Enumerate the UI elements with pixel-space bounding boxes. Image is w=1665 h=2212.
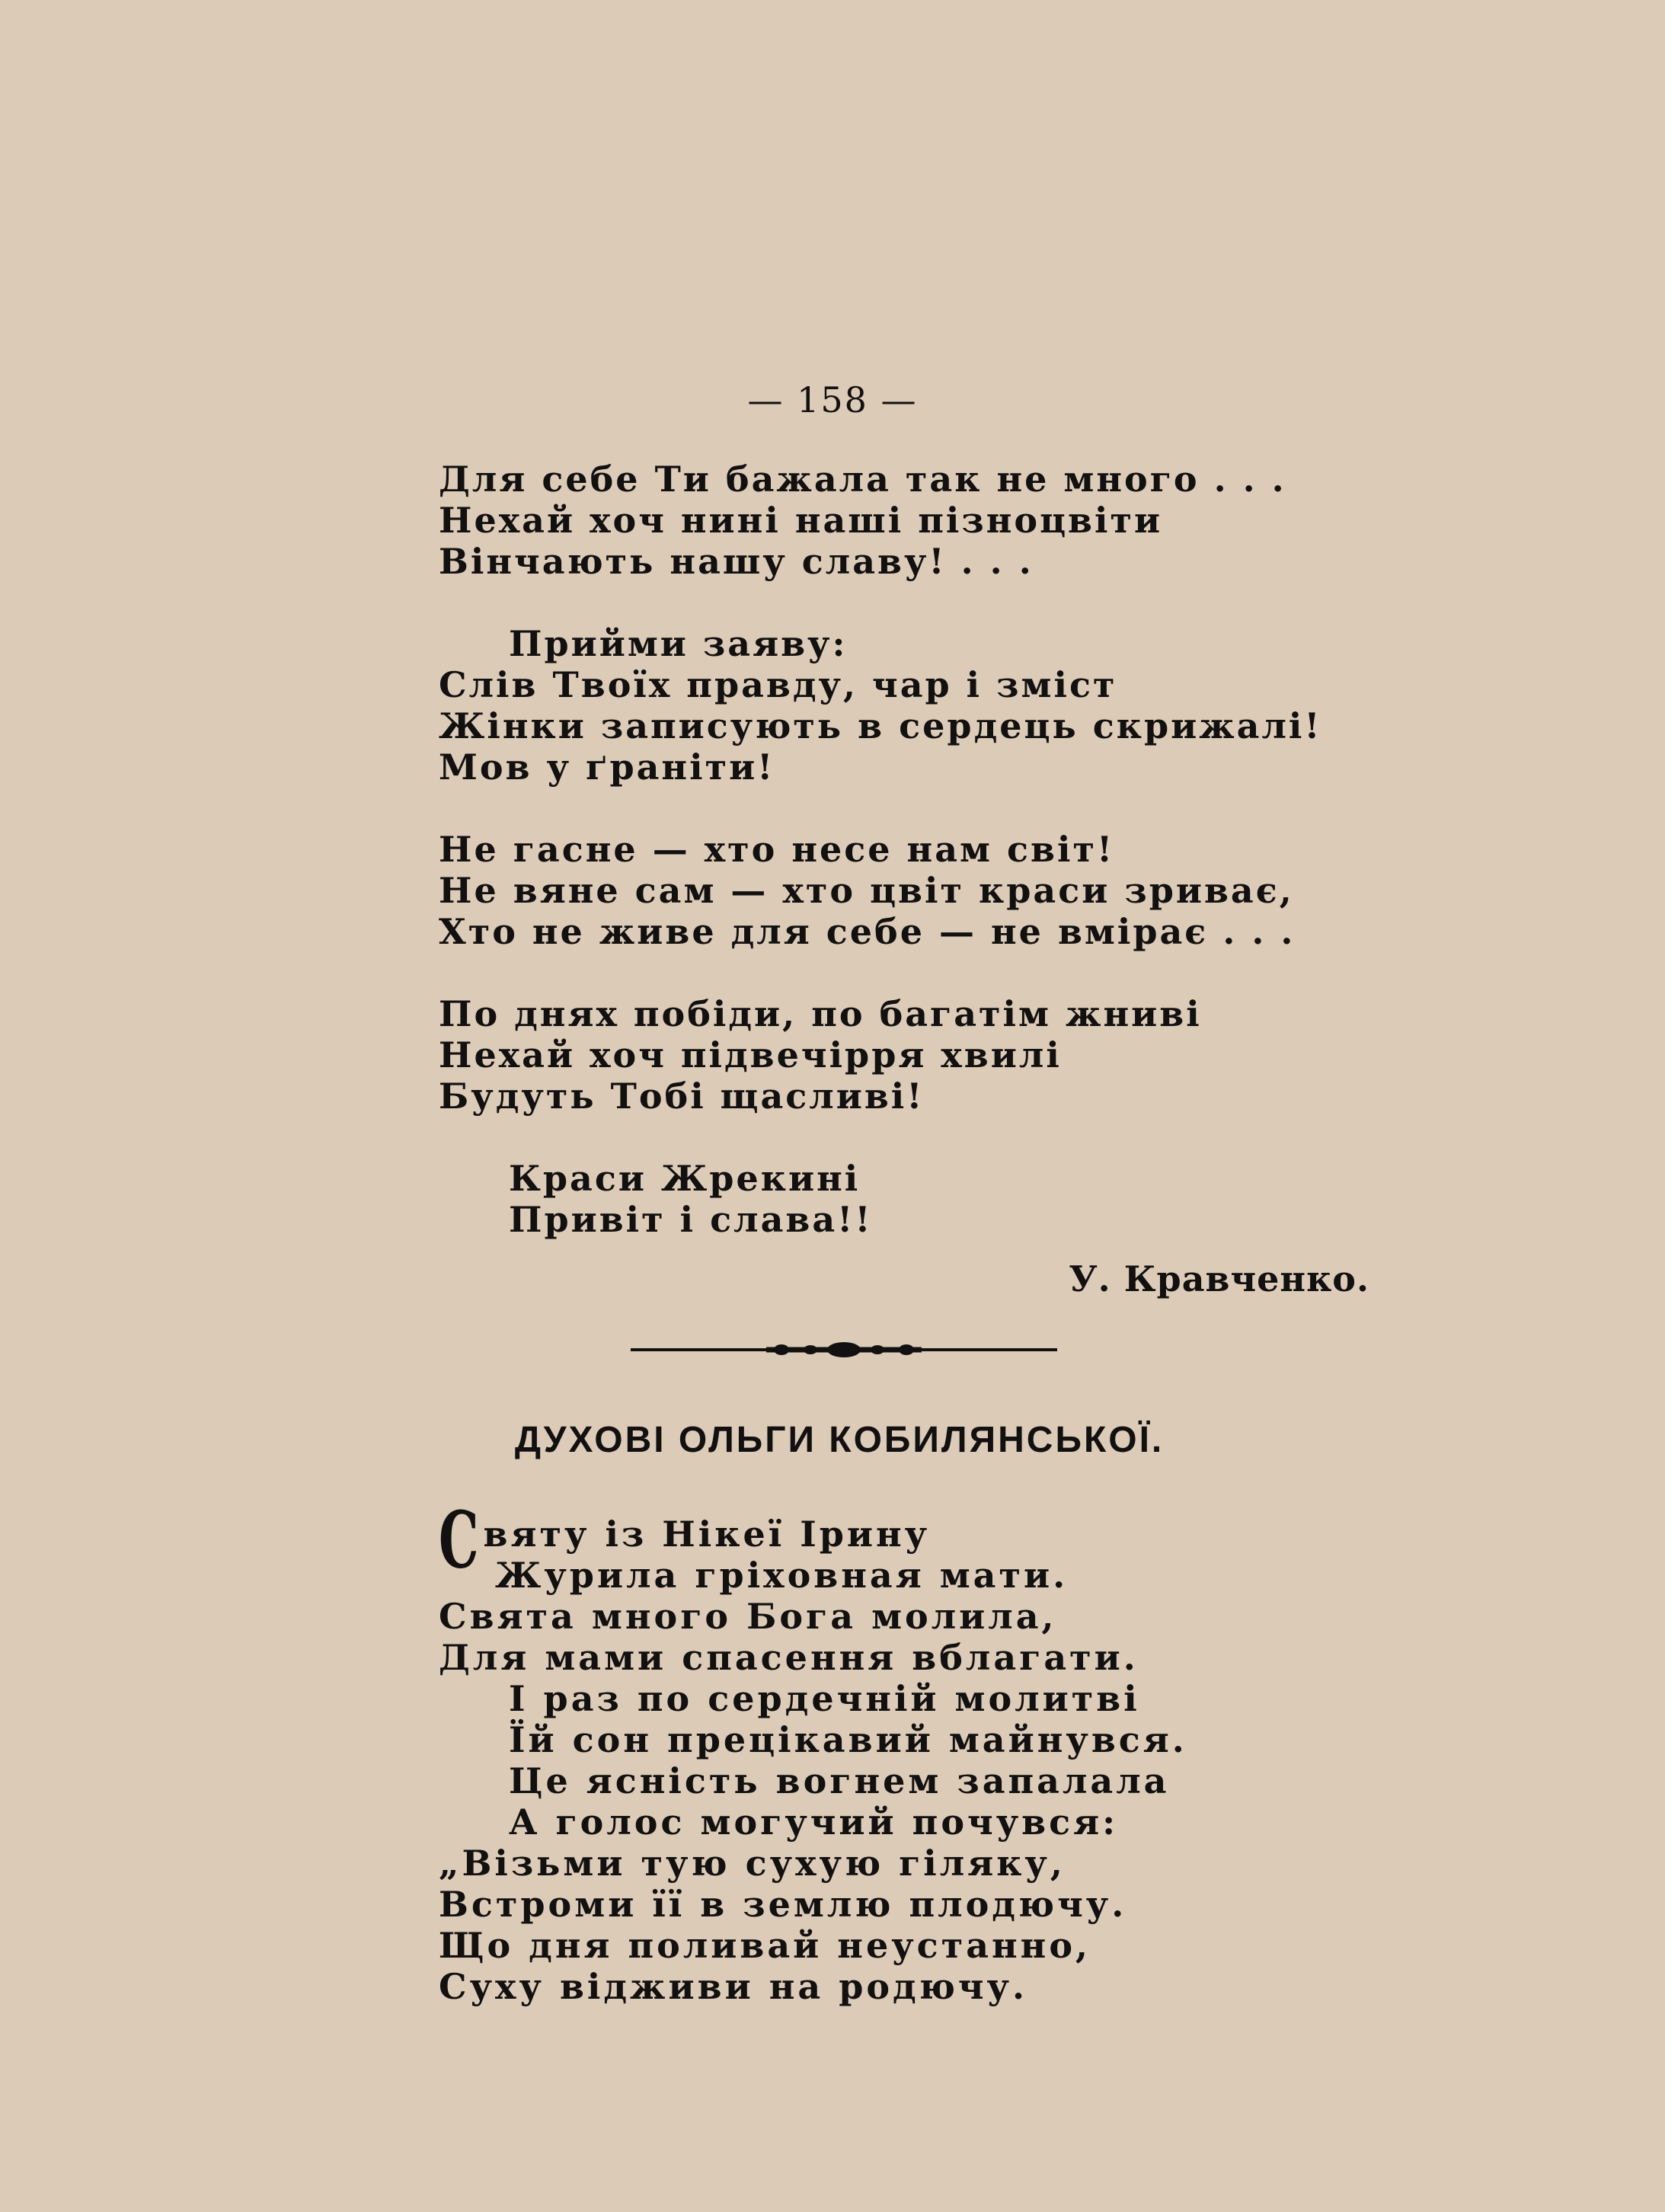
poem-line: Нехай хоч нині наші пізноцвіти	[439, 500, 1163, 541]
drop-cap: С	[439, 1494, 482, 1587]
poem-line: Нехай хоч підвечірря хвилі	[439, 1034, 1062, 1076]
poem-line: А голос могучий почувся:	[509, 1801, 1119, 1843]
poem-line: Встроми її в землю плодючу.	[439, 1884, 1127, 1925]
poem-line: Привіт і слава!!	[509, 1199, 873, 1240]
first-line-text: вяту із Нікеї Ірину	[483, 1514, 931, 1555]
poem-line: „Візьми тую сухую гіляку,	[439, 1843, 1066, 1884]
poem-line: Це ясність вогнем запалала	[509, 1760, 1170, 1801]
poem-line: Слів Твоїх правду, чар і зміст	[439, 664, 1117, 705]
poem-line: Прийми заяву:	[509, 623, 848, 664]
poem-line: Краси Жрекині	[509, 1158, 861, 1199]
poem-line: По днях побіди, по багатім жниві	[439, 993, 1202, 1034]
poem-line: Вінчають нашу славу! . . .	[439, 541, 1034, 582]
stanza-break	[439, 788, 1322, 829]
poem-line: Мов у ґраніти!	[439, 746, 775, 788]
poem-line: Хто не живе для себе — не вмірає . . .	[439, 911, 1296, 952]
poem-title: ДУХОВІ ОЛЬГИ КОБИЛЯНСЬКОЇ.	[514, 1420, 1165, 1460]
poem-line: Їй сон прецікавий майнувся.	[509, 1719, 1187, 1760]
stanza-break	[439, 582, 1322, 623]
stanza-break	[439, 952, 1322, 993]
poem-line: Що дня поливай неустанно,	[439, 1925, 1091, 1966]
poem-line: Свята много Бога молила,	[439, 1596, 1057, 1637]
poem-line: І раз по сердечній молитві	[509, 1678, 1140, 1719]
poem-line: Суху відживи на родючу.	[439, 1966, 1027, 2007]
poem-line: Для мами спасення вблагати.	[439, 1637, 1139, 1678]
first-poem	[439, 459, 1322, 1240]
second-poem	[439, 1494, 1187, 2007]
poem-line: Не гасне — хто несе нам світ!	[439, 829, 1115, 870]
page-number: — 158 —	[747, 379, 918, 420]
ornament-divider-icon	[629, 1331, 1059, 1368]
author-signature: У. Кравченко.	[1069, 1258, 1369, 1299]
poem-line: Журила гріховная мати.	[495, 1555, 1069, 1596]
poem-line: Будуть Тобі щасливі!	[439, 1076, 925, 1117]
poem-line: Для себе Ти бажала так не много . . .	[439, 459, 1286, 500]
poem-line: Жінки записують в сердець скрижалі!	[439, 705, 1322, 746]
stanza-break	[439, 1117, 1322, 1158]
poem-line: Не вяне сам — хто цвіт краси зриває,	[439, 870, 1294, 911]
